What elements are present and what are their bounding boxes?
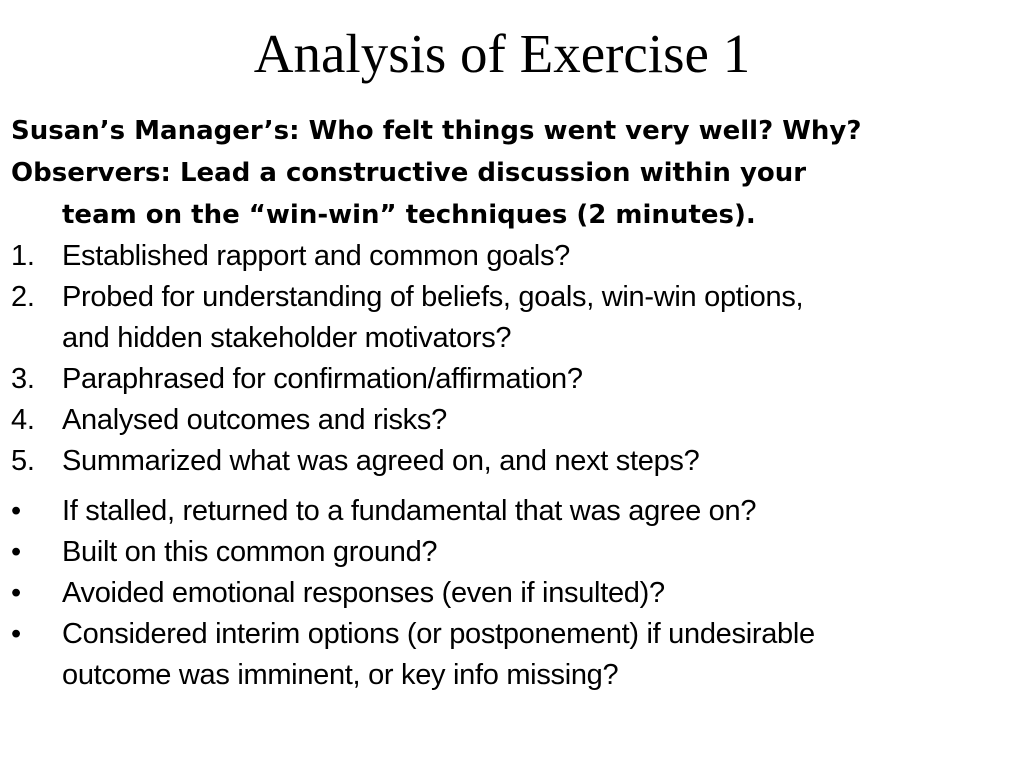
bullet-item-line: Considered interim options (or postponement) if undesirable [62, 618, 815, 650]
list-number: 1. [11, 240, 35, 272]
list-item-line: Analysed outcomes and risks? [62, 404, 447, 436]
bullet-item [11, 614, 1011, 696]
list-item-line: Paraphrased for confirmation/affirmation? [62, 363, 583, 395]
list-item [11, 441, 1011, 482]
bullet-item [11, 491, 1011, 532]
bullet-item-text [62, 573, 1011, 614]
manager-question: Susan’s Manager’s: Who felt things went very well? Why? [11, 116, 862, 146]
list-item [11, 277, 1011, 359]
list-item-text [62, 236, 1011, 277]
bullet-item-line: outcome was imminent, or key info missing? [62, 659, 619, 691]
list-item-text [62, 441, 1011, 482]
bullet-list [11, 491, 1011, 696]
observer-instruction-continued: team on the “win-win” techniques (2 minutes). [62, 200, 756, 230]
bullet-dot: • [11, 577, 21, 609]
slide-body [11, 110, 1011, 696]
observer-instruction: Observers: Lead a constructive discussion within your [11, 158, 807, 188]
bullet-item-text [62, 491, 1011, 532]
list-item-text [62, 359, 1011, 400]
bullet-item-line: Built on this common ground? [62, 536, 438, 568]
bullet-item-line: If stalled, returned to a fundamental that was agree on? [62, 495, 757, 527]
bullet-item-line: Avoided emotional responses (even if insulted)? [62, 577, 665, 609]
list-item-line: Probed for understanding of beliefs, goals, win-win options, [62, 281, 804, 313]
bullet-item-text [62, 614, 1011, 696]
bullet-dot: • [11, 536, 21, 568]
bullet-item [11, 573, 1011, 614]
list-item-text [62, 400, 1011, 441]
numbered-list [11, 236, 1011, 482]
bullet-item [11, 532, 1011, 573]
bullet-dot: • [11, 495, 21, 527]
list-item-line: Established rapport and common goals? [62, 240, 570, 272]
list-item-text [62, 277, 1011, 359]
list-item [11, 359, 1011, 400]
bullet-item-text [62, 532, 1011, 573]
list-number: 4. [11, 404, 35, 436]
list-number: 3. [11, 363, 35, 395]
list-number: 2. [11, 281, 35, 313]
bullet-dot: • [11, 618, 21, 650]
list-item [11, 400, 1011, 441]
list-item-line: Summarized what was agreed on, and next steps? [62, 445, 700, 477]
slide-title: Analysis of Exercise 1 [253, 23, 751, 84]
list-number: 5. [11, 445, 35, 477]
list-item [11, 236, 1011, 277]
list-item-line: and hidden stakeholder motivators? [62, 322, 512, 354]
